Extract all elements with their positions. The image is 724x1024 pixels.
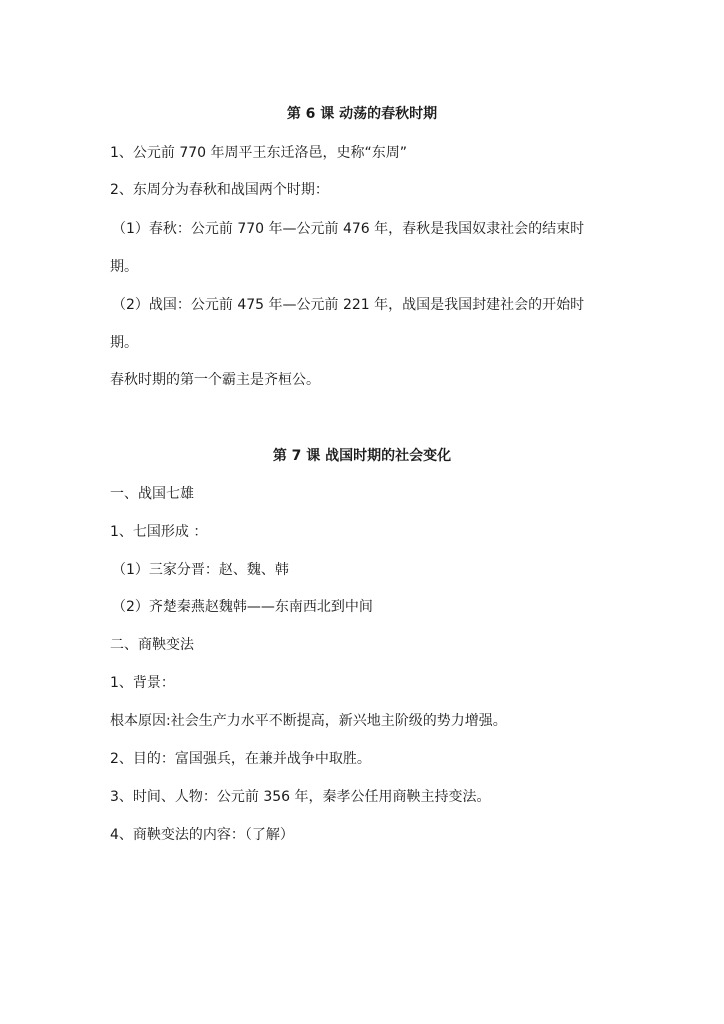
lesson-6-line-5: （2）战国：公元前 475 年—公元前 221 年，战国是我国封建社会的开始时 bbox=[112, 297, 585, 313]
lesson-6-line-3: （1）春秋：公元前 770 年—公元前 476 年，春秋是我国奴隶社会的结束时 bbox=[112, 221, 585, 237]
lesson-7-line-5: 二、商鞅变法 bbox=[110, 637, 194, 653]
lesson-6-line-4: 期。 bbox=[110, 259, 138, 275]
lesson-7-title: 第 7 课 战国时期的社会变化 bbox=[272, 448, 452, 464]
lesson-6-line-2: 2、东周分为春秋和战国两个时期： bbox=[110, 182, 329, 198]
lesson-6-line-1: 1、公元前 770 年周平王东迁洛邑，史称“东周” bbox=[110, 145, 408, 161]
lesson-7-line-1: 一、战国七雄 bbox=[110, 486, 194, 502]
lesson-6-title: 第 6 课 动荡的春秋时期 bbox=[286, 106, 438, 122]
lesson-7-line-7: 根本原因:社会生产力水平不断提高，新兴地主阶级的势力增强。 bbox=[110, 713, 507, 729]
lesson-7-line-8: 2、目的：富国强兵，在兼并战争中取胜。 bbox=[110, 751, 371, 767]
lesson-6-line-7: 春秋时期的第一个霸主是齐桓公。 bbox=[110, 372, 320, 388]
lesson-7-line-2: 1、七国形成 ： bbox=[110, 524, 208, 540]
lesson-6-line-6: 期。 bbox=[110, 335, 138, 351]
lesson-7-line-9: 3、时间、人物：公元前 356 年，秦孝公任用商鞅主持变法。 bbox=[110, 789, 491, 805]
lesson-7-line-6: 1、背景： bbox=[110, 675, 175, 691]
lesson-7-line-10: 4、商鞅变法的内容：（了解） bbox=[110, 827, 294, 843]
lesson-7-line-4: （2）齐楚秦燕赵魏韩——东南西北到中间 bbox=[112, 599, 373, 615]
lesson-7-line-3: （1）三家分晋：赵、魏、韩 bbox=[112, 562, 289, 578]
